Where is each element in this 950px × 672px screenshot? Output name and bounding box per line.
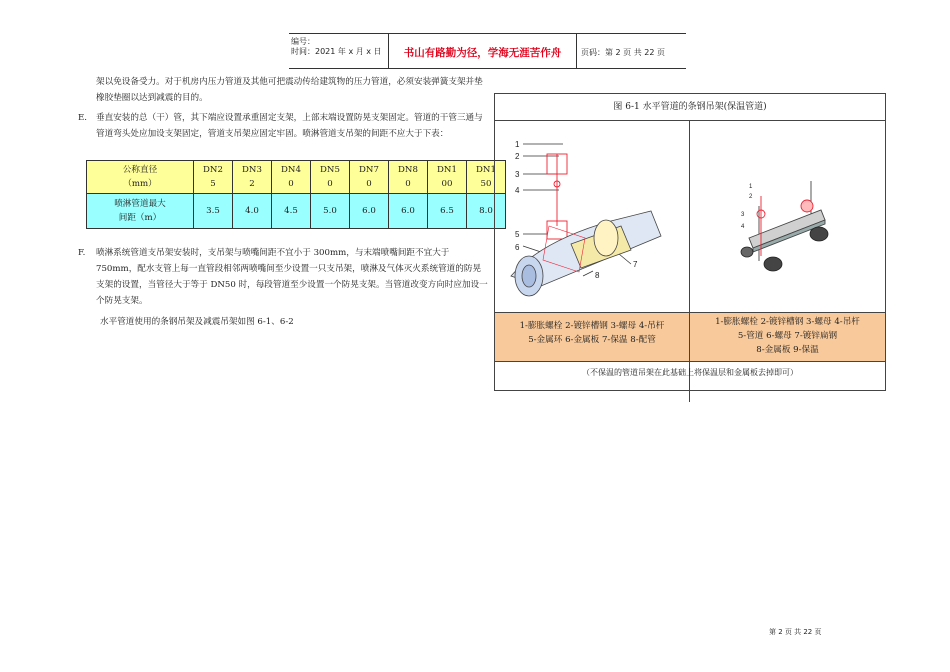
header-divider: [576, 34, 577, 68]
callout-label: 8: [595, 271, 600, 280]
section-f-label: F.: [78, 248, 86, 258]
callout-label: 7: [633, 260, 638, 269]
legend-line: 1-膨胀螺栓 2-镀锌槽钢 3-螺母 4-吊杆: [715, 317, 860, 327]
size-line: DN1: [476, 165, 496, 175]
header-motto: 书山有路勤为径，学海无涯苦作舟: [403, 47, 562, 59]
size-cell: [428, 161, 467, 194]
spacing-cell: 6.0: [350, 194, 389, 229]
header-number-label: 编号：: [291, 37, 315, 46]
size-line: DN7: [359, 165, 379, 175]
size-cell: [311, 161, 350, 194]
size-line: DN1: [437, 165, 457, 175]
header-meta: [291, 37, 382, 57]
callout-label: 3: [741, 212, 745, 218]
size-line: 0: [288, 179, 294, 189]
spacing-cell: 6.0: [389, 194, 428, 229]
spacing-cell: 4.0: [233, 194, 272, 229]
size-line: DN4: [281, 165, 301, 175]
size-line: 00: [441, 179, 453, 189]
size-cell: [272, 161, 311, 194]
spacing-cell: 8.0: [467, 194, 506, 229]
callout-label: 4: [741, 224, 745, 230]
callout-label: 4: [515, 186, 520, 195]
spacing-cell: 5.0: [311, 194, 350, 229]
spacing-cell: 4.5: [272, 194, 311, 229]
size-line: DN2: [203, 165, 223, 175]
size-line: DN3: [242, 165, 262, 175]
callout-label: 3: [515, 170, 520, 179]
header-line: （mm）: [123, 179, 157, 189]
size-cell: [233, 161, 272, 194]
size-line: 2: [249, 179, 255, 189]
table-row: [87, 161, 506, 194]
figure-title: 图 6-1 水平管道的条钢吊架(保温管道): [495, 94, 885, 121]
section-f-text: 喷淋系统管道支吊架安装时，支吊架与喷嘴间距不宜小于 300mm，与末端喷嘴间距不宜大于 750mm，配水支管上每一直管段相邻两喷嘴间至少设置一只支吊架，喷淋及气体灭火系统管道的防晃支架的设置，当管径大于等于 DN50 时，每段管道至少设置一个防晃支架。当管道改变方向时应加设一个防晃支架。: [96, 248, 488, 306]
size-line: 0: [327, 179, 333, 189]
figure-legend-left: [495, 312, 689, 361]
figure-legend-right: [690, 312, 885, 361]
intro-paragraph: 架以免设备受力。对于机房内压力管道及其他可把震动传给建筑物的压力管道，必须安装弹簧支架并垫橡胶垫圈以达到减震的目的。: [96, 77, 483, 103]
table-header-cell: [87, 161, 194, 194]
figure-reference-text: 水平管道使用的条钢吊架及减震吊架如图 6-1、6-2: [100, 317, 294, 327]
header-line: 喷淋管道最大: [114, 199, 166, 209]
size-line: 50: [480, 179, 492, 189]
hanger-drawing-seismic: [729, 176, 839, 286]
size-line: DN8: [398, 165, 418, 175]
header-page-info: 页码：第 2 页 共 22 页: [581, 48, 665, 57]
legend-line: 5-金属环 6-金属板 7-保温 8-配管: [528, 335, 656, 345]
hanger-drawing-insulated: [501, 126, 686, 306]
spacing-cell: 3.5: [194, 194, 233, 229]
figure-box: [494, 93, 886, 391]
table-row: [87, 194, 506, 229]
legend-line: 5-管道 6-螺母 7-镀锌扁钢: [737, 331, 838, 341]
section-e-text: 垂直安装的总（干）管，其下端应设置承重固定支架，上部末端设置防晃支架固定。管道的干管三通与管道弯头处应加设支架固定，管道支吊架应固定牢固。喷淋管道支吊架的间距不应大于下表：: [96, 113, 483, 139]
callout-label: 2: [749, 194, 753, 200]
size-line: DN5: [320, 165, 340, 175]
figure-footnote: （不保温的管道吊架在此基础上将保温层和金属板去掉即可）: [495, 361, 885, 390]
size-cell: [194, 161, 233, 194]
callout-label: 1: [515, 140, 520, 149]
size-line: 5: [210, 179, 216, 189]
callout-label: 5: [515, 230, 520, 239]
page-footer: 第 2 页 共 22 页: [769, 628, 822, 636]
size-line: 0: [405, 179, 411, 189]
header-line: 公称直径: [122, 165, 158, 175]
table-header-cell: [87, 194, 194, 229]
section-e-label: E.: [78, 113, 88, 123]
size-cell: [389, 161, 428, 194]
page-header: [289, 33, 686, 69]
callout-label: 1: [749, 184, 753, 190]
size-line: 0: [366, 179, 372, 189]
legend-line: 1-膨胀螺栓 2-镀锌槽钢 3-螺母 4-吊杆: [519, 321, 665, 331]
size-cell: [350, 161, 389, 194]
legend-line: 8-金属板 9-保温: [756, 345, 819, 355]
header-time-label: 时间：2021 年 x 月 x 日: [291, 47, 382, 56]
header-line: 间距（m）: [118, 213, 162, 223]
callout-label: 2: [515, 152, 520, 161]
callout-label: 6: [515, 243, 520, 252]
spacing-table: [86, 160, 506, 229]
spacing-cell: 6.5: [428, 194, 467, 229]
